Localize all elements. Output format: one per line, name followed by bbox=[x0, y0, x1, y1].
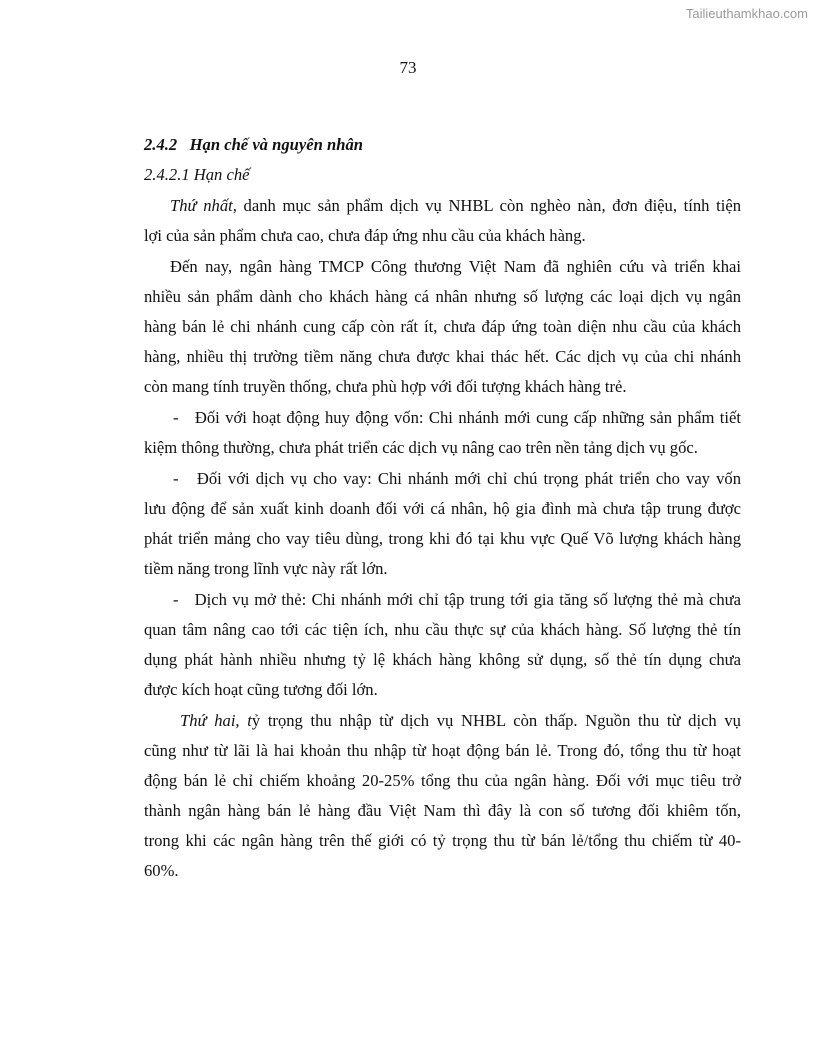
line-text: - Dịch vụ mở thẻ: Chi nhánh mới chỉ tập trung tới gia tăng số lượng thẻ mà chưa bbox=[173, 590, 741, 609]
line-text: được kích hoạt cũng tương đối lớn. bbox=[144, 680, 378, 699]
text-line bbox=[144, 615, 741, 645]
paragraph-lead: Thứ hai, t bbox=[180, 711, 252, 730]
line-text: tiềm năng trong lĩnh vực này rất lớn. bbox=[144, 559, 388, 578]
text-line bbox=[144, 312, 741, 342]
text-line bbox=[144, 342, 741, 372]
line-text: động bán lẻ chỉ chiếm khoảng 20-25% tổng thu của ngân hàng. Đối với mục tiêu trở bbox=[144, 771, 741, 790]
paragraph bbox=[144, 403, 741, 463]
line-text: - Đối với hoạt động huy động vốn: Chi nhánh mới cung cấp những sản phẩm tiết bbox=[173, 408, 741, 427]
paragraph bbox=[144, 252, 741, 402]
paragraph bbox=[144, 706, 741, 886]
text-line bbox=[144, 372, 741, 402]
line-text: lợi của sản phẩm chưa cao, chưa đáp ứng nhu cầu của khách hàng. bbox=[144, 226, 586, 245]
page-number: 73 bbox=[399, 58, 417, 77]
text-line bbox=[144, 252, 741, 282]
line-text: cũng như từ lãi là hai khoản thu nhập từ hoạt động bán lẻ. Trong đó, tổng thu từ hoạt bbox=[144, 741, 741, 760]
document-body bbox=[144, 130, 741, 886]
text-line bbox=[144, 706, 741, 736]
text-line bbox=[144, 554, 741, 584]
text-line bbox=[144, 826, 741, 856]
section-heading: 2.4.2 Hạn chế và nguyên nhân bbox=[144, 135, 363, 154]
line-text: dụng phát hành nhiều nhưng tỷ lệ khách hàng không sử dụng, số thẻ tín dụng chưa bbox=[144, 650, 741, 669]
line-text: ỷ trọng thu nhập từ dịch vụ NHBL còn thấp. Nguồn thu từ dịch vụ bbox=[251, 711, 741, 730]
text-line bbox=[144, 585, 741, 615]
line-text: trong khi các ngân hàng trên thế giới có tỷ trọng thu từ bán lẻ/tổng thu chiếm từ 40- bbox=[144, 831, 741, 850]
watermark: Tailieuthamkhao.com bbox=[685, 6, 808, 21]
line-text: quan tâm nâng cao tới các tiện ích, nhu cầu thực sự của khách hàng. Số lượng thẻ tín bbox=[144, 620, 741, 639]
line-text: phát triển mảng cho vay tiêu dùng, trong khi đó tại khu vực Quế Võ lượng khách hàng bbox=[144, 529, 741, 548]
text-line bbox=[144, 433, 741, 463]
line-text: lưu động để sản xuất kinh doanh đối với cá nhân, hộ gia đình mà chưa tập trung được bbox=[144, 499, 741, 518]
line-text: hàng, nhiều thị trường tiềm năng chưa được khai thác hết. Các dịch vụ của chi nhánh bbox=[144, 347, 741, 366]
subsection-heading: 2.4.2.1 Hạn chế bbox=[144, 165, 250, 184]
line-text: còn mang tính truyền thống, chưa phù hợp với đối tượng khách hàng trẻ. bbox=[144, 377, 627, 396]
text-line bbox=[144, 856, 741, 886]
line-text: kiệm thông thường, chưa phát triển các dịch vụ nâng cao trên nền tảng dịch vụ gốc. bbox=[144, 438, 698, 457]
line-text: thành ngân hàng bán lẻ hàng đầu Việt Nam thì đây là con số tương đối khiêm tốn, bbox=[144, 801, 741, 820]
line-text: Đến nay, ngân hàng TMCP Công thương Việt Nam đã nghiên cứu và triển khai bbox=[170, 257, 741, 276]
line-text: hàng bán lẻ chi nhánh cung cấp còn rất ít, chưa đáp ứng toàn diện nhu cầu của khách bbox=[144, 317, 741, 336]
text-line bbox=[144, 191, 741, 221]
text-line bbox=[144, 403, 741, 433]
paragraph bbox=[144, 464, 741, 584]
text-line bbox=[144, 675, 741, 705]
paragraph bbox=[144, 585, 741, 705]
text-line bbox=[144, 796, 741, 826]
paragraph bbox=[144, 191, 741, 251]
text-line bbox=[144, 464, 741, 494]
text-line bbox=[144, 221, 741, 251]
text-line bbox=[144, 282, 741, 312]
text-line bbox=[144, 645, 741, 675]
line-text: nhiều sản phẩm dành cho khách hàng cá nhân nhưng số lượng các loại dịch vụ ngân bbox=[144, 287, 741, 306]
text-line bbox=[144, 766, 741, 796]
line-text: - Đối với dịch vụ cho vay: Chi nhánh mới chỉ chú trọng phát triển cho vay vốn bbox=[173, 469, 741, 488]
text-line bbox=[144, 736, 741, 766]
text-line bbox=[144, 524, 741, 554]
line-text: 60%. bbox=[144, 861, 179, 880]
line-text: danh mục sản phẩm dịch vụ NHBL còn nghèo nàn, đơn điệu, tính tiện bbox=[236, 196, 742, 215]
text-line bbox=[144, 494, 741, 524]
paragraph-lead: Thứ nhất, bbox=[170, 196, 237, 215]
